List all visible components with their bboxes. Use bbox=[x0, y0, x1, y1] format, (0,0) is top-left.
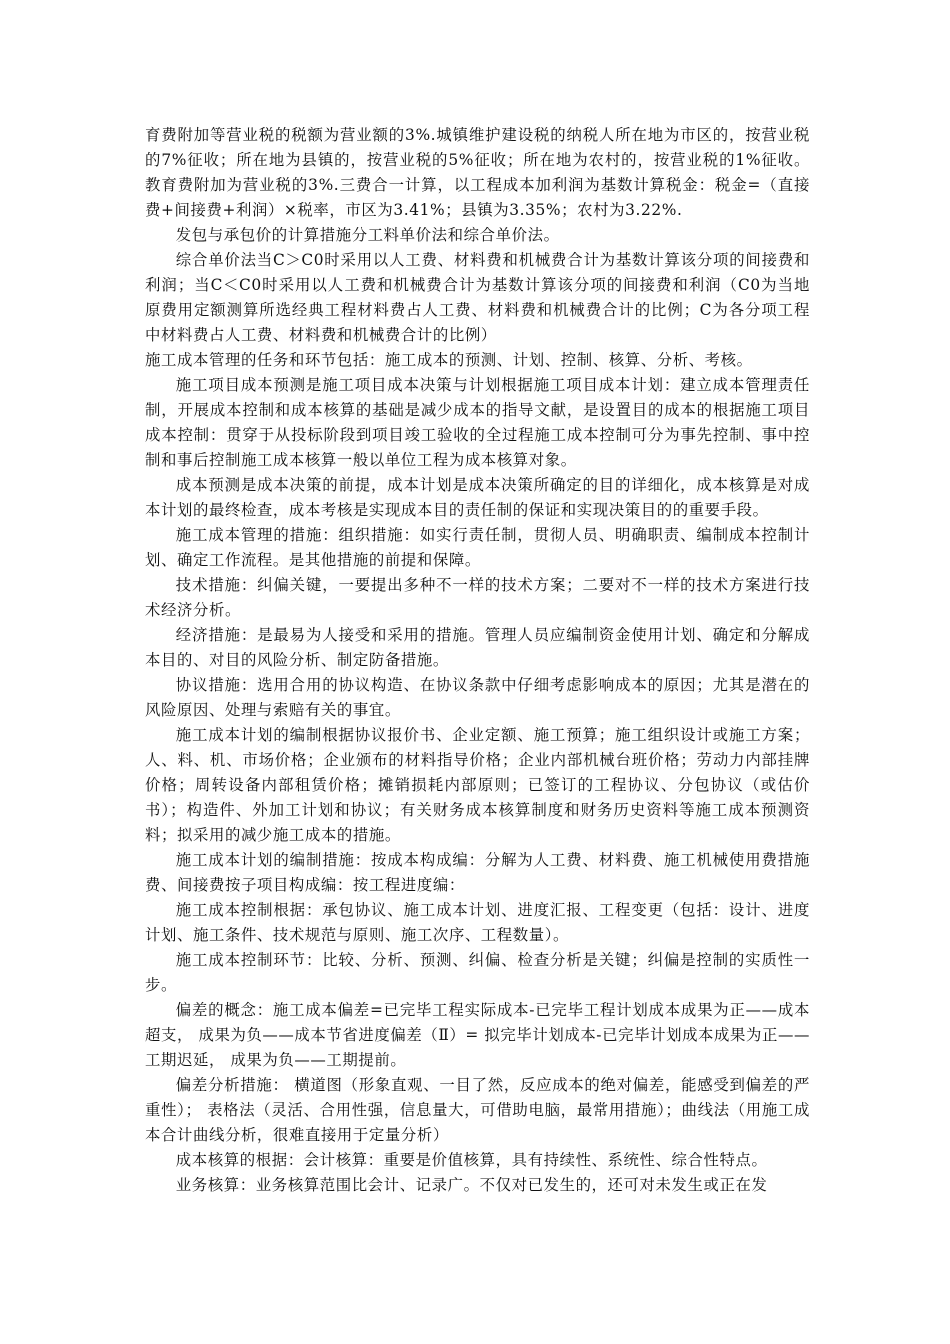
paragraph-deviation-analysis: 偏差分析措施： 横道图（形象直观、一目了然，反应成本的绝对偏差，能感受到偏差的严重性）； 表格法（灵活、合用性强，信息量大，可借助电脑，最常用措施）；曲线法（用施工成本合计曲线分析，很难直接用于定量分析） bbox=[145, 1076, 810, 1144]
paragraph-cost-forecast: 施工项目成本预测是施工项目成本决策与计划根据施工项目成本计划：建立成本管理责任制，开展成本控制和成本核算的基础是减少成本的指导文献，是设置目的成本的根据施工项目成本控制：贯穿于从投标阶段到项目竣工验收的全过程施工成本控制可分为事先控制、事中控制和事后控制施工成本核算一般以单位工程为成本核算对象。 bbox=[145, 376, 810, 469]
paragraph-contract-measures: 协议措施：选用合用的协议构造、在协议条款中仔细考虑影响成本的原因；尤其是潜在的风险原因、处理与索赔有关的事宜。 bbox=[145, 676, 810, 719]
paragraph-technical-measures: 技术措施：纠偏关键，一要提出多种不一样的技术方案；二要对不一样的技术方案进行技术经济分析。 bbox=[145, 576, 810, 619]
paragraph-cost-control-steps: 施工成本控制环节：比较、分析、预测、纠偏、检查分析是关键；纠偏是控制的实质性一步。 bbox=[145, 951, 810, 994]
paragraph-cost-plan-methods: 施工成本计划的编制措施：按成本构成编：分解为人工费、材料费、施工机械使用费措施费、间接费按子项目构成编：按工程进度编： bbox=[145, 851, 810, 894]
paragraph-composite-unit-price: 综合单价法当C＞C0时采用以人工费、材料费和机械费合计为基数计算该分项的间接费和利润；当C＜C0时采用以人工费和机械费合计为基数计算该分项的间接费和利润（C0为当地原费用定额测算所选经典工程材料费占人工费、材料费和机械费合计的比例；C为各分项工程中材料费占人工费、材料费和机械费合计的比例） bbox=[145, 251, 810, 344]
paragraph-cost-management-tasks: 施工成本管理的任务和环节包括：施工成本的预测、计划、控制、核算、分析、考核。 bbox=[145, 351, 753, 369]
paragraph-pricing-methods: 发包与承包价的计算措施分工料单价法和综合单价法。 bbox=[175, 226, 560, 244]
paragraph-organizational-measures: 施工成本管理的措施：组织措施：如实行责任制，贯彻人员、明确职责、编制成本控制计划、确定工作流程。是其他措施的前提和保障。 bbox=[145, 526, 810, 569]
paragraph-cost-control-basis: 施工成本控制根据：承包协议、施工成本计划、进度汇报、工程变更（包括：设计、进度计划、施工条件、技术规范与原则、施工次序、工程数量）。 bbox=[145, 901, 810, 944]
paragraph-business-accounting: 业务核算：业务核算范围比会计、记录广。不仅对已发生的，还可对未发生或正在发 bbox=[175, 1176, 768, 1194]
document-page bbox=[145, 123, 810, 1198]
paragraph-forecast-relations: 成本预测是成本决策的前提，成本计划是成本决策所确定的目的详细化，成本核算是对成本计划的最终检查，成本考核是实现成本目的责任制的保证和实现决策目的的重要手段。 bbox=[145, 476, 810, 519]
paragraph-deviation-concept: 偏差的概念：施工成本偏差=已完毕工程实际成本-已完毕工程计划成本成果为正——成本超支， 成果为负——成本节省进度偏差（Ⅱ）= 拟完毕计划成本-已完毕计划成本成果为正——工期迟延， 成果为负——工期提前。 bbox=[145, 1001, 810, 1069]
paragraph-cost-plan-basis: 施工成本计划的编制根据协议报价书、企业定额、施工预算；施工组织设计或施工方案；人、料、机、市场价格；企业颁布的材料指导价格；企业内部机械台班价格；劳动力内部挂牌价格；周转设备内部租赁价格；摊销损耗内部原则；已签订的工程协议、分包协议（或估价书）；构造件、外加工计划和协议；有关财务成本核算制度和财务历史资料等施工成本预测资料；拟采用的减少施工成本的措施。 bbox=[145, 726, 810, 844]
paragraph-taxes: 育费附加等营业税的税额为营业额的3%.城镇维护建设税的纳税人所在地为市区的，按营业税的7%征收；所在地为县镇的，按营业税的5%征收；所在地为农村的，按营业税的1%征收。教育费附加为营业税的3%.三费合一计算，以工程成本加利润为基数计算税金：税金=（直接费+间接费+利润）×税率，市区为3.41%；县镇为3.35%；农村为3.22%. bbox=[145, 126, 810, 219]
paragraph-cost-accounting-basis: 成本核算的根据：会计核算：重要是价值核算，具有持续性、系统性、综合性特点。 bbox=[175, 1151, 768, 1169]
paragraph-economic-measures: 经济措施：是最易为人接受和采用的措施。管理人员应编制资金使用计划、确定和分解成本目的、对目的风险分析、制定防备措施。 bbox=[145, 626, 810, 669]
